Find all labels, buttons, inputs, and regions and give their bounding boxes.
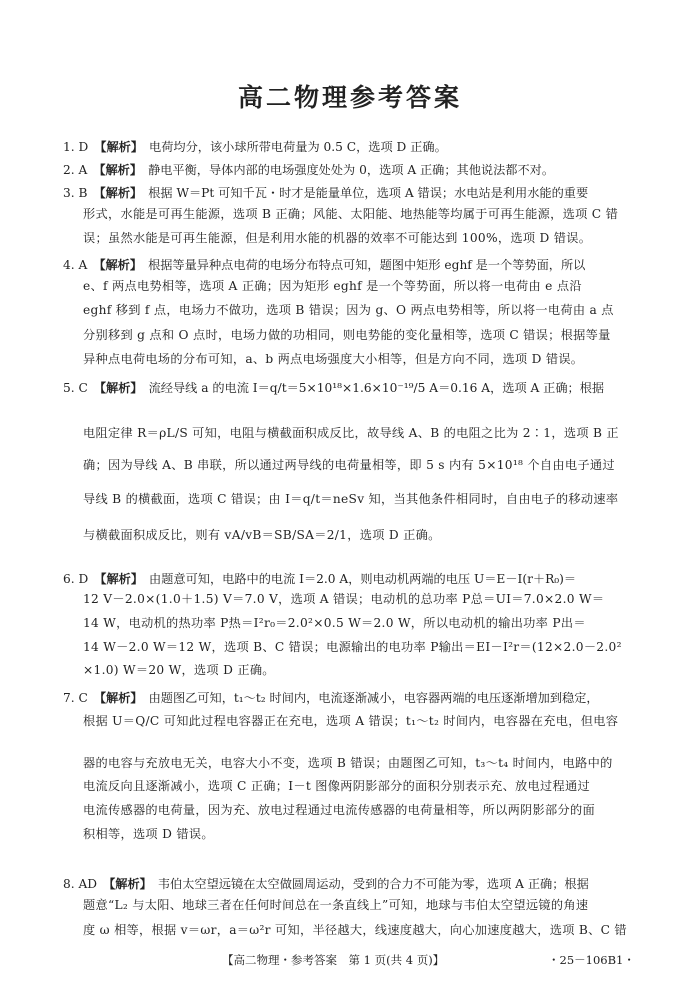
answer-choice: 1. D (63, 140, 89, 154)
answer-choice: 5. C (63, 381, 88, 395)
answer-item (63, 138, 447, 155)
answer-item (63, 184, 588, 201)
answer-text-line: 异种点电荷电场的分布可知，a、b 两点电场强度大小相等，但是方向不同，选项 D 错误。 (83, 352, 584, 366)
answer-text-line: 与横截面积成反比，则有 vA/vB＝SB/SA＝2/1，选项 D 正确。 (83, 528, 441, 542)
answer-item (63, 256, 585, 273)
analysis-tag: 【解析】 (93, 258, 143, 272)
answer-text-line: 14 W－2.0 W＝12 W，选项 B、C 错误；电源输出的电功率 P输出＝EI－I²r＝(12×2.0－2.0² (83, 640, 622, 654)
answer-choice: 3. B (63, 186, 88, 200)
analysis-tag: 【解析】 (93, 163, 143, 177)
answer-item (63, 570, 576, 587)
answer-text-line: 韦伯太空望远镜在太空做圆周运动，受到的合力不可能为零，选项 A 正确；根据 (157, 877, 589, 891)
answer-text-line: 电流传感器的电荷量，因为充、放电过程通过电流传感器的电荷量相等，所以两阴影部分的面 (83, 803, 595, 817)
answer-text-line: 电流反向且逐渐减小，选项 C 正确；I－t 图像两阴影部分的面积分别表示充、放电过程通过 (83, 779, 590, 793)
answer-text-line: ×1.0) W＝20 W，选项 D 正确。 (83, 663, 275, 677)
analysis-tag: 【解析】 (103, 877, 152, 891)
answer-text-line: 积相等，选项 D 错误。 (83, 827, 214, 841)
answer-text-line: 题意“L₂ 与太阳、地球三者在任何时间总在一条直线上”可知，地球与韦伯太空望远镜的角速 (83, 898, 589, 912)
answer-item (63, 875, 589, 892)
answer-text-line: 由题意可知，电路中的电流 I＝2.0 A，则电动机两端的电压 U＝E－I(r＋R₀)＝ (149, 572, 577, 586)
answer-text-line: 确；因为导线 A、B 串联，所以通过两导线的电荷量相等，即 5 s 内有 5×10¹⁸ 个自由电子通过 (83, 458, 615, 472)
answer-text-line: 导线 B 的横截面，选项 C 错误；由 I＝q/t＝neSv 知，当其他条件相同时，自由电子的移动速率 (83, 492, 619, 506)
page-title: 高二物理参考答案 (237, 83, 462, 112)
answer-item (63, 161, 554, 178)
answer-choice: 7. C (63, 691, 88, 705)
footer-page-info: 【高二物理・参考答案 第 1 页(共 4 页)】 (222, 953, 445, 967)
answer-text-line: 根据 W＝Pt 可知千瓦・时才是能量单位，选项 A 错误；水电站是利用水能的重要 (148, 186, 589, 200)
answer-text-line: 度 ω 相等，根据 v＝ωr，a＝ω²r 可知，半径越大，线速度越大，向心加速度越大，选项 B、C 错 (83, 923, 627, 937)
analysis-tag: 【解析】 (94, 140, 144, 154)
answer-item (63, 379, 604, 396)
analysis-tag: 【解析】 (93, 186, 143, 200)
answer-text-line: e、f 两点电势相等，选项 A 正确；因为矩形 eghf 是一个等势面，所以将一电荷由 e 点沿 (83, 279, 582, 293)
analysis-tag: 【解析】 (93, 691, 143, 705)
answer-choice: 6. D (63, 572, 89, 586)
analysis-tag: 【解析】 (94, 572, 144, 586)
answer-text-line: 分别移到 g 点和 O 点时，电场力做的功相同，则电势能的变化量相等，选项 C 错误；根据等量 (83, 328, 611, 342)
answer-text-line: 形式，水能是可再生能源，选项 B 正确；风能、太阳能、地热能等均属于可再生能源，选项 C 错 (83, 207, 619, 221)
answer-text-line: 12 V－2.0×(1.0＋1.5) V＝7.0 V，选项 A 错误；电动机的总功率 P总＝UI＝7.0×2.0 W＝ (83, 592, 605, 606)
answer-item (63, 689, 599, 706)
answer-choice: 8. AD (63, 877, 98, 891)
answer-text-line: 电荷均分，该小球所带电荷量为 0.5 C，选项 D 正确。 (149, 140, 447, 154)
answer-text-line: 流经导线 a 的电流 I＝q/t＝5×10¹⁸×1.6×10⁻¹⁹/5 A＝0.16 A，选项 A 正确；根据 (148, 381, 605, 395)
answer-text-line: 14 W，电动机的热功率 P热＝I²r₀＝2.0²×0.5 W＝2.0 W，所以电动机的输出功率 P出＝ (83, 616, 586, 630)
answer-text-line: 误；虽然水能是可再生能源，但是利用水能的机器的效率不可能达到 100%，选项 D 错误。 (83, 231, 592, 245)
analysis-tag: 【解析】 (93, 381, 143, 395)
answer-text-line: 电阻定律 R＝ρL/S 可知，电阻与横截面积成反比，故导线 A、B 的电阻之比为 2∶1，选项 B 正 (83, 426, 619, 440)
answer-text-line: 根据等量异种点电荷的电场分布特点可知，题图中矩形 eghf 是一个等势面，所以 (148, 258, 586, 272)
footer-code: ・25－106B1・ (548, 953, 635, 967)
answer-text-line: 器的电容与充放电无关，电容大小不变，选项 B 错误；由题图乙可知，t₃～t₄ 时间内，电路中的 (83, 756, 613, 770)
answer-text-line: 根据 U＝Q/C 可知此过程电容器正在充电，选项 A 错误；t₁～t₂ 时间内，电容器在充电，但电容 (83, 714, 619, 728)
answer-text-line: eghf 移到 f 点，电场力不做功，选项 B 错误；因为 g、O 两点电势相等，所以将一电荷由 a 点 (83, 303, 614, 317)
answer-text-line: 静电平衡，导体内部的电场强度处处为 0，选项 A 正确；其他说法都不对。 (148, 163, 555, 177)
answer-choice: 2. A (63, 163, 88, 177)
answer-choice: 4. A (63, 258, 88, 272)
answer-text-line: 由题图乙可知，t₁～t₂ 时间内，电流逐渐减小，电容器两端的电压逐渐增加到稳定， (148, 691, 599, 705)
